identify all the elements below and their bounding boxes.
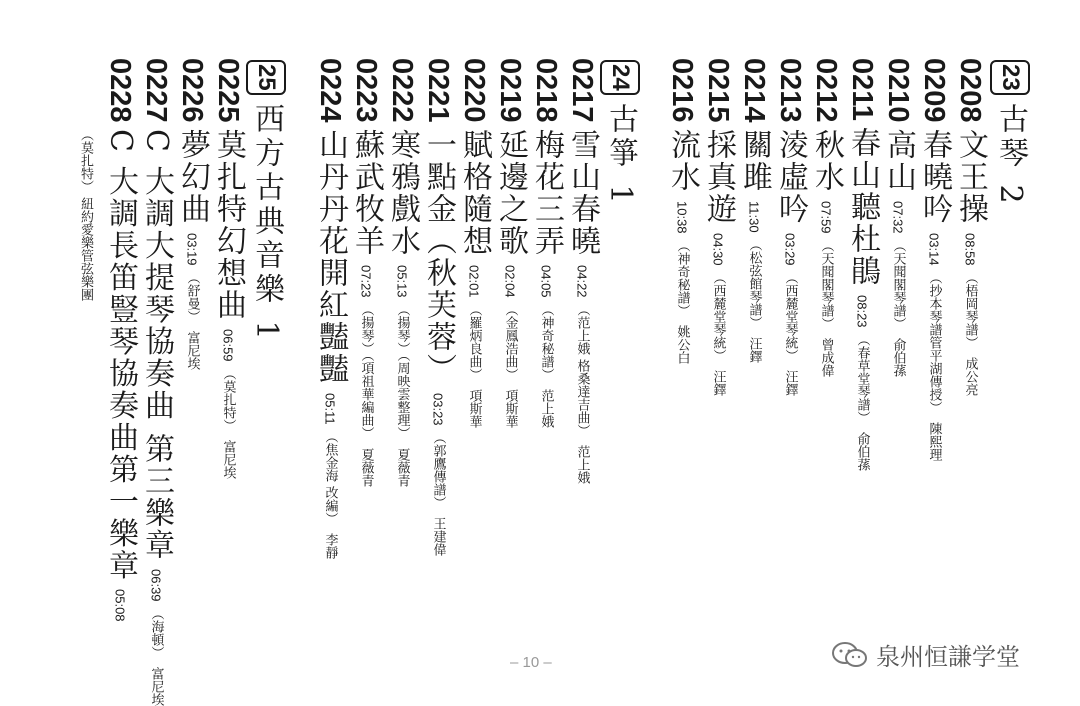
track-title: 關雎 <box>737 128 772 193</box>
track-performer: 夏薇青 <box>394 447 410 487</box>
track-duration: 10:38 <box>674 200 690 234</box>
track-source: （松弦館琴譜） <box>746 238 762 330</box>
watermark-text: 泉州恒謙学堂 <box>876 643 1020 671</box>
track-number: 0221 <box>422 58 454 123</box>
track-0226 <box>172 58 212 370</box>
track-number: 0219 <box>494 58 526 123</box>
track-0214 <box>734 58 774 363</box>
track-number: 0220 <box>458 58 490 123</box>
track-duration: 08:23 <box>854 294 870 328</box>
track-duration: 07:23 <box>358 264 374 298</box>
track-title: 梅花三弄 <box>529 128 564 257</box>
track-number: 0222 <box>386 58 418 123</box>
section-title: 西方古典音樂 1 <box>249 102 284 344</box>
track-number: 0215 <box>702 58 734 123</box>
track-title: 莫扎特幻想曲 <box>211 128 246 321</box>
track-title: 雪山春曉 <box>565 128 600 257</box>
track-number: 0218 <box>530 58 562 123</box>
track-title: 流水 <box>665 128 700 193</box>
track-source: （范上娥 格桑達吉曲） <box>574 303 590 438</box>
track-duration: 03:29 <box>782 232 798 266</box>
track-performer: 范上娥 <box>538 389 554 429</box>
track-title: 淩虛吟 <box>773 128 808 225</box>
page-number: – 10 – <box>510 654 552 671</box>
track-0221 <box>418 58 458 556</box>
track-title: 春曉吟 <box>917 128 952 225</box>
track-duration: 03:23 <box>430 392 446 426</box>
track-source: （焦金海 改編） <box>322 430 338 526</box>
track-source: （梧岡琴譜） <box>962 271 978 350</box>
track-number: 0223 <box>350 58 382 123</box>
track-performer: 汪鐸 <box>746 337 762 364</box>
section-title: 古箏 1 <box>603 102 638 208</box>
track-duration: 06:39 <box>148 568 164 602</box>
track-title: 一點金（秋芙蓉） <box>421 128 456 385</box>
track-0219 <box>490 58 530 428</box>
track-source: （郭鷹傳譜） <box>430 431 446 510</box>
track-performer: 富尼埃 <box>148 667 164 706</box>
track-0220 <box>454 58 494 428</box>
track-performer: 俞伯蓀 <box>890 338 906 378</box>
track-number: 0211 <box>846 58 878 121</box>
track-title: 寒鴉戲水 <box>385 128 420 257</box>
track-performer: 姚公白 <box>674 325 690 365</box>
track-0228-note: （莫扎特） 紐約愛樂管弦樂團 <box>78 128 93 302</box>
track-duration: 06:59 <box>220 328 236 362</box>
track-title: 高山 <box>881 128 916 193</box>
track-source: （春草堂琴譜） <box>854 333 870 425</box>
track-title: 文王操 <box>953 128 988 225</box>
track-title: 採真遊 <box>701 128 736 225</box>
track-duration: 03:19 <box>184 232 200 266</box>
track-number: 0213 <box>774 58 806 123</box>
track-source: （海頓） <box>148 607 164 660</box>
track-duration: 07:32 <box>890 200 906 234</box>
track-performer: 王建偉 <box>430 517 446 557</box>
track-performer: 夏薇青 <box>358 447 374 487</box>
track-performer: 富尼埃 <box>220 440 236 480</box>
track-0228 <box>100 58 140 622</box>
track-duration: 07:59 <box>818 200 834 234</box>
track-performer: 曾成偉 <box>818 338 834 378</box>
track-title: 春山聽杜鵑 <box>845 126 880 287</box>
track-source: （莫扎特） <box>220 367 236 433</box>
track-0216 <box>662 58 702 364</box>
track-duration: 08:58 <box>962 232 978 266</box>
track-number: 0208 <box>954 58 986 123</box>
track-performer: 陳熙理 <box>926 422 942 462</box>
track-number: 0209 <box>918 58 950 123</box>
section-header-25 <box>246 60 286 343</box>
track-duration: 04:05 <box>538 264 554 298</box>
track-duration: 05:11 <box>322 392 338 425</box>
track-duration: 04:30 <box>710 232 726 266</box>
track-0212 <box>806 58 846 377</box>
track-title: 夢幻曲 <box>175 128 210 225</box>
track-0222 <box>382 58 422 487</box>
track-performer: 俞伯蓀 <box>854 432 870 472</box>
track-title: 延邊之歌 <box>493 128 528 257</box>
track-source: （神奇秘譜） <box>538 303 554 382</box>
track-0218 <box>526 58 566 428</box>
section-badge: 23 <box>990 60 1030 95</box>
track-source: （舒曼） <box>184 271 200 324</box>
track-performer: 項斯華 <box>466 389 482 429</box>
track-source: （揚琴）（項祖華編曲） <box>358 303 374 440</box>
track-source: （天聞閣琴譜） <box>818 239 834 331</box>
track-performer: 成公亮 <box>962 357 978 397</box>
track-number: 0217 <box>566 58 598 123</box>
section-header-24 <box>600 60 640 207</box>
track-duration: 05:08 <box>112 589 128 622</box>
section-title: 古琴 2 <box>993 102 1028 208</box>
track-duration: 05:13 <box>394 264 410 298</box>
track-0224 <box>310 58 350 559</box>
track-number: 0216 <box>666 58 698 123</box>
track-performer: 項斯華 <box>502 389 518 429</box>
track-title: 秋水 <box>809 128 844 193</box>
track-0223 <box>346 58 386 487</box>
track-duration: 04:22 <box>574 264 590 298</box>
track-source: （西麓堂琴統） <box>782 271 798 363</box>
track-duration: 03:14 <box>926 232 942 266</box>
watermark <box>830 637 1020 672</box>
track-number: 0224 <box>314 58 346 123</box>
track-0213 <box>770 58 810 396</box>
track-source: （神奇秘譜） <box>674 239 690 318</box>
track-title: C 大調長笛豎琴協奏曲第一樂章 <box>103 128 138 582</box>
track-duration: 02:04 <box>502 264 518 298</box>
track-performer: 富尼埃 <box>184 331 200 371</box>
track-number: 0225 <box>212 58 244 123</box>
track-performer: 汪鐸 <box>710 370 726 397</box>
section-badge: 24 <box>600 60 640 95</box>
track-0209 <box>914 58 954 461</box>
track-source: （抄本琴譜管平湖傳授） <box>926 271 942 415</box>
track-source: （羅炳良曲） <box>466 303 482 382</box>
section-badge: 25 <box>246 60 286 95</box>
track-title: 山丹丹花開紅豔豔 <box>313 128 348 385</box>
track-number: 0226 <box>176 58 208 123</box>
track-source: （揚琴）（周映雲整理） <box>394 303 410 440</box>
track-0225 <box>208 58 248 479</box>
track-0215 <box>698 58 738 396</box>
track-duration: 11:30 <box>746 200 762 233</box>
track-performer: 李靜 <box>322 533 338 560</box>
track-number: 0227 <box>140 58 172 123</box>
track-0210 <box>878 58 918 377</box>
track-duration: 02:01 <box>466 264 482 298</box>
track-source: （西麓堂琴統） <box>710 271 726 363</box>
track-number: 0228 <box>104 58 136 123</box>
track-title: 賦格隨想 <box>457 128 492 257</box>
track-performer: 汪鐸 <box>782 370 798 397</box>
track-0211 <box>842 58 882 471</box>
track-source: （天聞閣琴譜） <box>890 239 906 331</box>
track-performer: 范上娥 <box>574 445 590 485</box>
track-title: 蘇武牧羊 <box>349 128 384 257</box>
track-0217 <box>562 58 602 484</box>
track-0227 <box>136 58 176 706</box>
track-number: 0212 <box>810 58 842 123</box>
wechat-icon <box>830 640 870 670</box>
track-0208 <box>950 58 990 396</box>
track-number: 0214 <box>738 58 770 123</box>
track-title: C 大調大提琴協奏曲 第三樂章 <box>139 128 174 561</box>
track-source: （金鳳浩曲） <box>502 303 518 382</box>
section-header-23 <box>990 60 1030 207</box>
track-number: 0210 <box>882 58 914 123</box>
